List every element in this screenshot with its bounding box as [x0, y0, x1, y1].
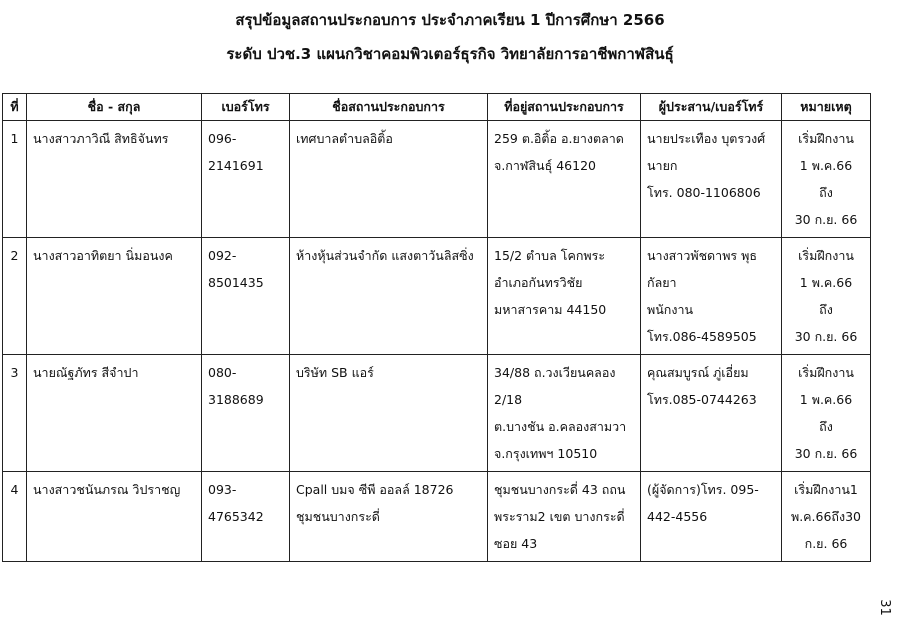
contact-info	[641, 355, 782, 472]
company-name: เทศบาลตำบลอิติ้อ	[290, 121, 488, 238]
address-line: อำเภอกันทรวิชัย	[494, 275, 583, 290]
address-line: พระราม2 เขต บางกระดี่	[494, 509, 625, 524]
address-line: 259 ต.อิติ้อ อ.ยางตลาด	[494, 131, 624, 146]
address-line: ต.บางชัน อ.คลองสามวา	[494, 419, 627, 434]
remark-line: ถึง	[819, 302, 833, 317]
remark-line: ถึง	[819, 185, 833, 200]
contact-line: 442-4556	[647, 509, 708, 524]
row-number: 4	[3, 472, 27, 562]
remark-line: เริ่มฝึกงาน	[798, 248, 854, 263]
contact-line: คุณสมบูรณ์ ภู่เอี่ยม	[647, 365, 749, 380]
company-name: บริษัท SB แอร์	[290, 355, 488, 472]
document-subtitle: ระดับ ปวช.3 แผนกวิชาคอมพิวเตอร์ธุรกิจ วิทยาลัยการอาชีพกาฬสินธุ์	[226, 45, 674, 63]
contact-line: (ผู้จัดการ)โทร. 095-	[647, 482, 759, 497]
company-address	[488, 472, 641, 562]
company-line: ชุมชนบางกระดี่	[296, 509, 380, 524]
header-note: หมายเหตุ	[782, 94, 871, 121]
contact-info	[641, 472, 782, 562]
remark-line: 30 ก.ย. 66	[794, 212, 858, 227]
contact-line: นางสาวพัชดาพร พุธ	[647, 248, 757, 263]
student-phone: 080-3188689	[202, 355, 290, 472]
company-address	[488, 121, 641, 238]
company-address	[488, 355, 641, 472]
contact-line: นายก	[647, 158, 678, 173]
internship-table	[2, 93, 871, 562]
contact-line: นายประเทือง บุตรวงศ์	[647, 131, 766, 146]
contact-line: โทร.085-0744263	[647, 392, 757, 407]
remark-line: เริ่มฝึกงาน	[798, 131, 854, 146]
contact-info	[641, 238, 782, 355]
table-row	[3, 472, 871, 562]
table-row	[3, 355, 871, 472]
student-name: นายณัฐภัทร สีจำปา	[27, 355, 202, 472]
remark-line: 30 ก.ย. 66	[794, 329, 858, 344]
header-company: ชื่อสถานประกอบการ	[290, 94, 488, 121]
company-address	[488, 238, 641, 355]
company-name: ห้างหุ้นส่วนจำกัด แสงตาวันลิสซิ่ง	[290, 238, 488, 355]
student-name: นางสาวภาวิณี สิทธิจันทร	[27, 121, 202, 238]
remark-line: ก.ย. 66	[804, 536, 848, 551]
address-line: ชุมชนบางกระดี่ 43 ถถน	[494, 482, 626, 497]
header-contact: ผู้ประสาน/เบอร์โทร์	[641, 94, 782, 121]
header-no: ที่	[3, 94, 27, 121]
remark	[782, 121, 871, 238]
row-number: 2	[3, 238, 27, 355]
remark-line: เริ่มฝึกงาน	[798, 365, 854, 380]
contact-line: โทร. 080-1106806	[647, 185, 761, 200]
student-name: นางสาวชนันภรณ วิปราชญ	[27, 472, 202, 562]
contact-line: พนักงาน	[647, 302, 694, 317]
table-row	[3, 238, 871, 355]
address-line: 2/18	[494, 392, 523, 407]
row-number: 3	[3, 355, 27, 472]
contact-line: โทร.086-4589505	[647, 329, 757, 344]
address-line: 34/88 ถ.วงเวียนคลอง	[494, 365, 616, 380]
remark-line: 1 พ.ค.66	[799, 392, 853, 407]
table-header-row	[3, 94, 871, 121]
table-row	[3, 121, 871, 238]
header-name: ชื่อ - สกุล	[27, 94, 202, 121]
remark-line: พ.ค.66ถึง30	[790, 509, 862, 524]
student-phone: 096-2141691	[202, 121, 290, 238]
header-address: ที่อยู่สถานประกอบการ	[488, 94, 641, 121]
address-line: จ.กาฬสินธุ์ 46120	[494, 158, 596, 173]
remark-line: ถึง	[819, 419, 833, 434]
remark	[782, 472, 871, 562]
student-name: นางสาวอาทิตยา นิ่มอนงค	[27, 238, 202, 355]
contact-info	[641, 121, 782, 238]
company-line: Cpall บมจ ซีพี ออลล์ 18726	[296, 482, 454, 497]
address-line: 15/2 ตำบล โคกพระ	[494, 248, 606, 263]
remark-line: เริ่มฝึกงาน1	[794, 482, 858, 497]
remark-line: 1 พ.ค.66	[799, 158, 853, 173]
page-number: 31	[876, 599, 892, 616]
remark	[782, 238, 871, 355]
header-phone: เบอร์โทร	[202, 94, 290, 121]
student-phone: 093-4765342	[202, 472, 290, 562]
remark	[782, 355, 871, 472]
remark-line: 1 พ.ค.66	[799, 275, 853, 290]
address-line: จ.กรุงเทพฯ 10510	[494, 446, 598, 461]
address-line: ซอย 43	[494, 536, 538, 551]
row-number: 1	[3, 121, 27, 238]
remark-line: 30 ก.ย. 66	[794, 446, 858, 461]
company-name	[290, 472, 488, 562]
student-phone: 092-8501435	[202, 238, 290, 355]
address-line: มหาสารคาม 44150	[494, 302, 607, 317]
contact-line: กัลยา	[647, 275, 677, 290]
document-title: สรุปข้อมูลสถานประกอบการ ประจำภาคเรียน 1 ปีการศึกษา 2566	[235, 11, 665, 29]
